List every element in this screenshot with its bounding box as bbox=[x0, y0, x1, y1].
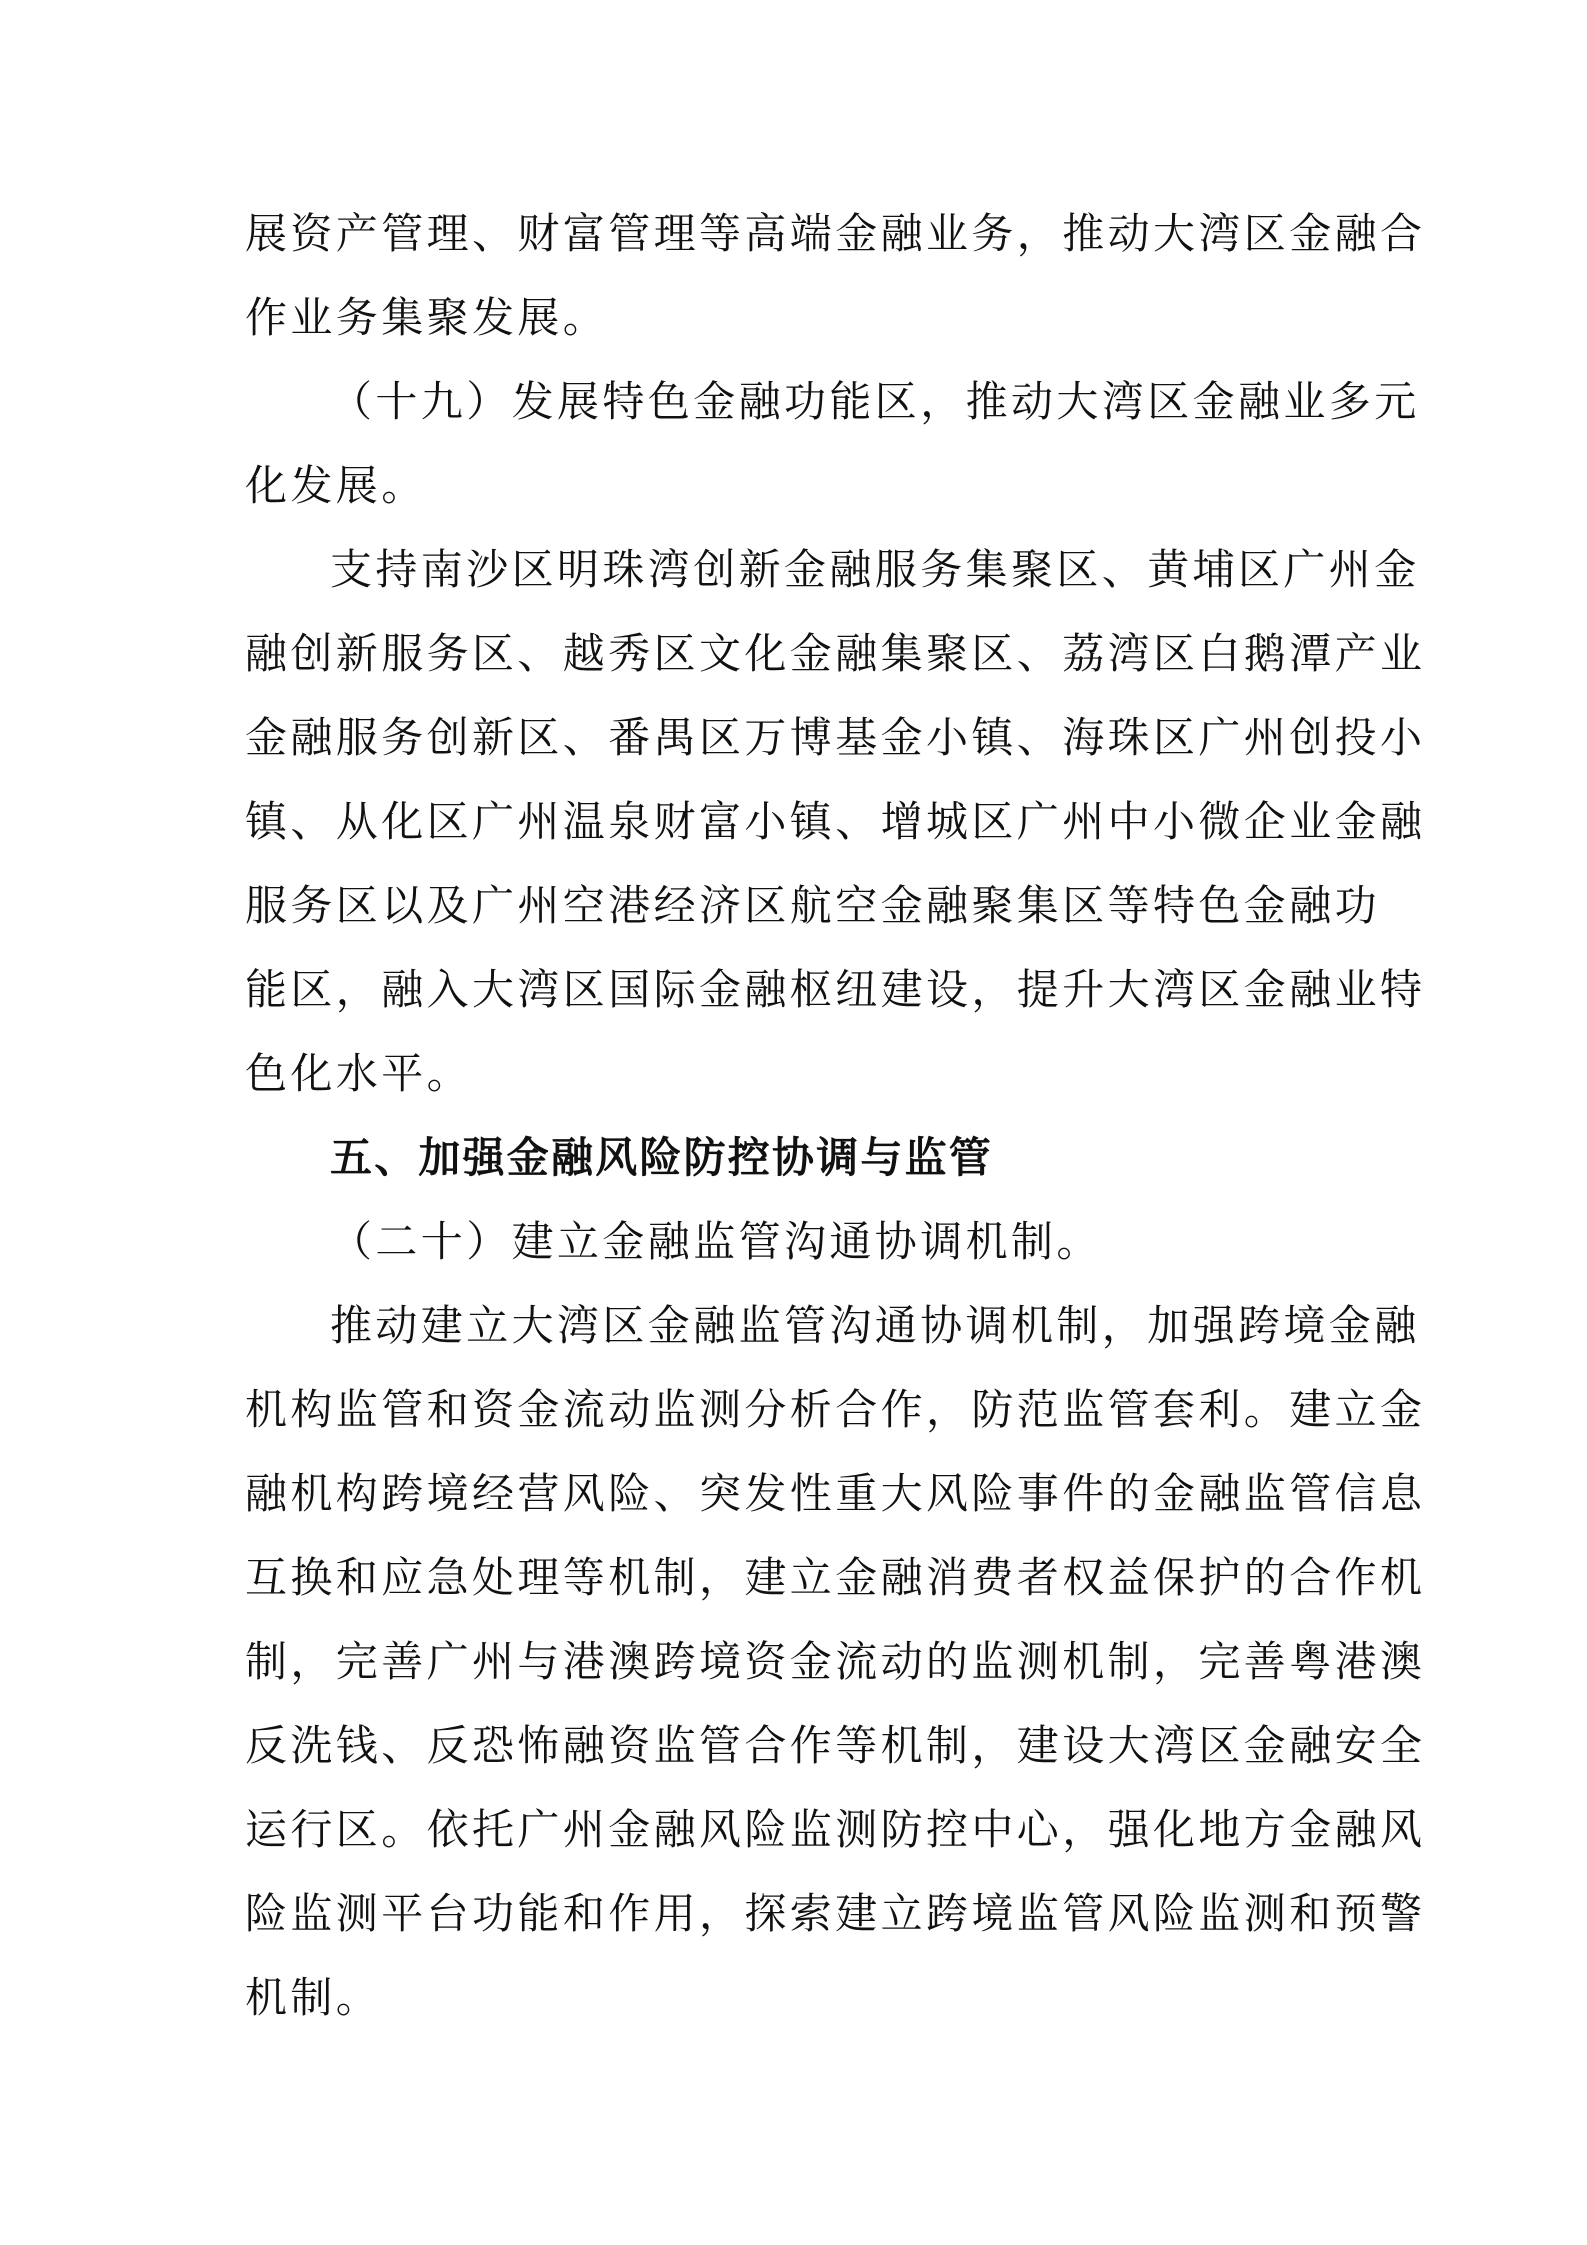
text-line: 机制。 bbox=[245, 1973, 382, 2022]
text-line: 展资产管理、财富管理等高端金融业务，推动大湾区金融合 bbox=[245, 209, 1426, 258]
text-line: 服务区以及广州空港经济区航空金融聚集区等特色金融功 bbox=[245, 881, 1381, 930]
text-line: 险监测平台功能和作用，探索建立跨境监管风险监测和预警 bbox=[245, 1889, 1426, 1938]
paragraph-start: 推动建立大湾区金融监管沟通协调机制，加强跨境金融 bbox=[330, 1301, 1420, 1350]
text-line: 运行区。依托广州金融风险监测防控中心，强化地方金融风 bbox=[245, 1805, 1426, 1854]
text-line: 金融服务创新区、番禺区万博基金小镇、海珠区广州创投小 bbox=[245, 713, 1426, 762]
text-line: 融创新服务区、越秀区文化金融集聚区、荔湾区白鹅潭产业 bbox=[245, 629, 1426, 678]
text-line: 能区，融入大湾区国际金融枢纽建设，提升大湾区金融业特 bbox=[245, 965, 1426, 1014]
text-line: 作业务集聚发展。 bbox=[245, 293, 609, 342]
section-subtitle: （二十）建立金融监管沟通协调机制。 bbox=[330, 1217, 1102, 1266]
text-line: 化发展。 bbox=[245, 461, 427, 510]
section-subtitle: （十九）发展特色金融功能区，推动大湾区金融业多元 bbox=[330, 377, 1420, 426]
text-line: 互换和应急处理等机制，建立金融消费者权益保护的合作机 bbox=[245, 1553, 1426, 1602]
text-line: 色化水平。 bbox=[245, 1049, 473, 1098]
paragraph-start: 支持南沙区明珠湾创新金融服务集聚区、黄埔区广州金 bbox=[330, 545, 1420, 594]
section-heading: 五、加强金融风险防控协调与监管 bbox=[330, 1133, 994, 1182]
text-line: 机构监管和资金流动监测分析合作，防范监管套利。建立金 bbox=[245, 1385, 1426, 1434]
text-line: 制，完善广州与港澳跨境资金流动的监测机制，完善粤港澳 bbox=[245, 1637, 1426, 1686]
text-line: 镇、从化区广州温泉财富小镇、增城区广州中小微企业金融 bbox=[245, 797, 1426, 846]
text-line: 融机构跨境经营风险、突发性重大风险事件的金融监管信息 bbox=[245, 1469, 1426, 1518]
text-line: 反洗钱、反恐怖融资监管合作等机制，建设大湾区金融安全 bbox=[245, 1721, 1426, 1770]
